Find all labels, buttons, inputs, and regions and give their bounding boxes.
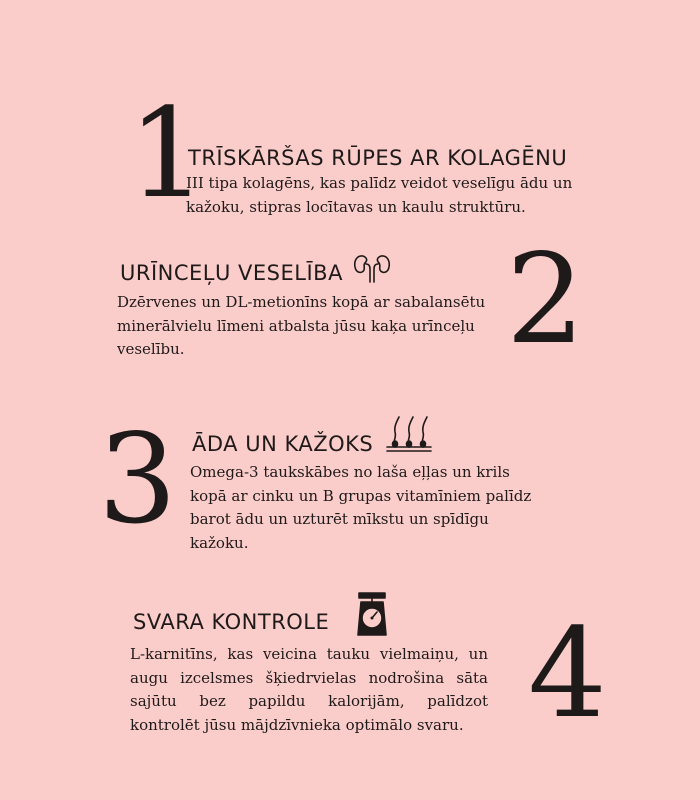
- item-4-title: SVARA KONTROLE: [133, 610, 330, 634]
- item-2-title: URĪNCEĻU VESELĪBA: [120, 261, 343, 285]
- item-4-number: 4: [528, 602, 607, 746]
- item-2-number: 2: [506, 228, 585, 372]
- item-3-number: 3: [98, 408, 177, 552]
- item-2-text: Dzērvenes un DL-metionīns kopā ar sabalansētu minerālvielu līmeni atbalsta jūsu kaķa urīnceļu veselību.: [117, 293, 486, 358]
- item-1-number: 1: [128, 82, 207, 226]
- item-3-title: ĀDA UN KAŽOKS: [192, 432, 374, 456]
- hair-follicle-icon: [384, 414, 434, 454]
- scale-icon: [354, 591, 390, 637]
- kidney-icon: [352, 252, 392, 284]
- item-3-text: Omega-3 taukskābes no laša eļļas un krils kopā ar cinku un B grupas vitamīniem palīdz barot ādu un uzturēt mīkstu un spīdīgu kažoku.: [190, 463, 532, 552]
- item-1-title: TRĪSKĀRŠAS RŪPES AR KOLAGĒNU: [188, 146, 568, 170]
- item-1-text: III tipa kolagēns, kas palīdz veidot veselīgu ādu un kažoku, stipras locītavas un kaulu struktūru.: [186, 174, 573, 216]
- item-4-text: L-karnitīns, kas veicina tauku vielmaiņu, un augu izcelsmes šķiedrvielas nodrošina sāta sajūtu bez papildu kalorijām, palīdzot kontrolēt jūsu mājdzīvnieka optimālo svaru.: [130, 645, 488, 734]
